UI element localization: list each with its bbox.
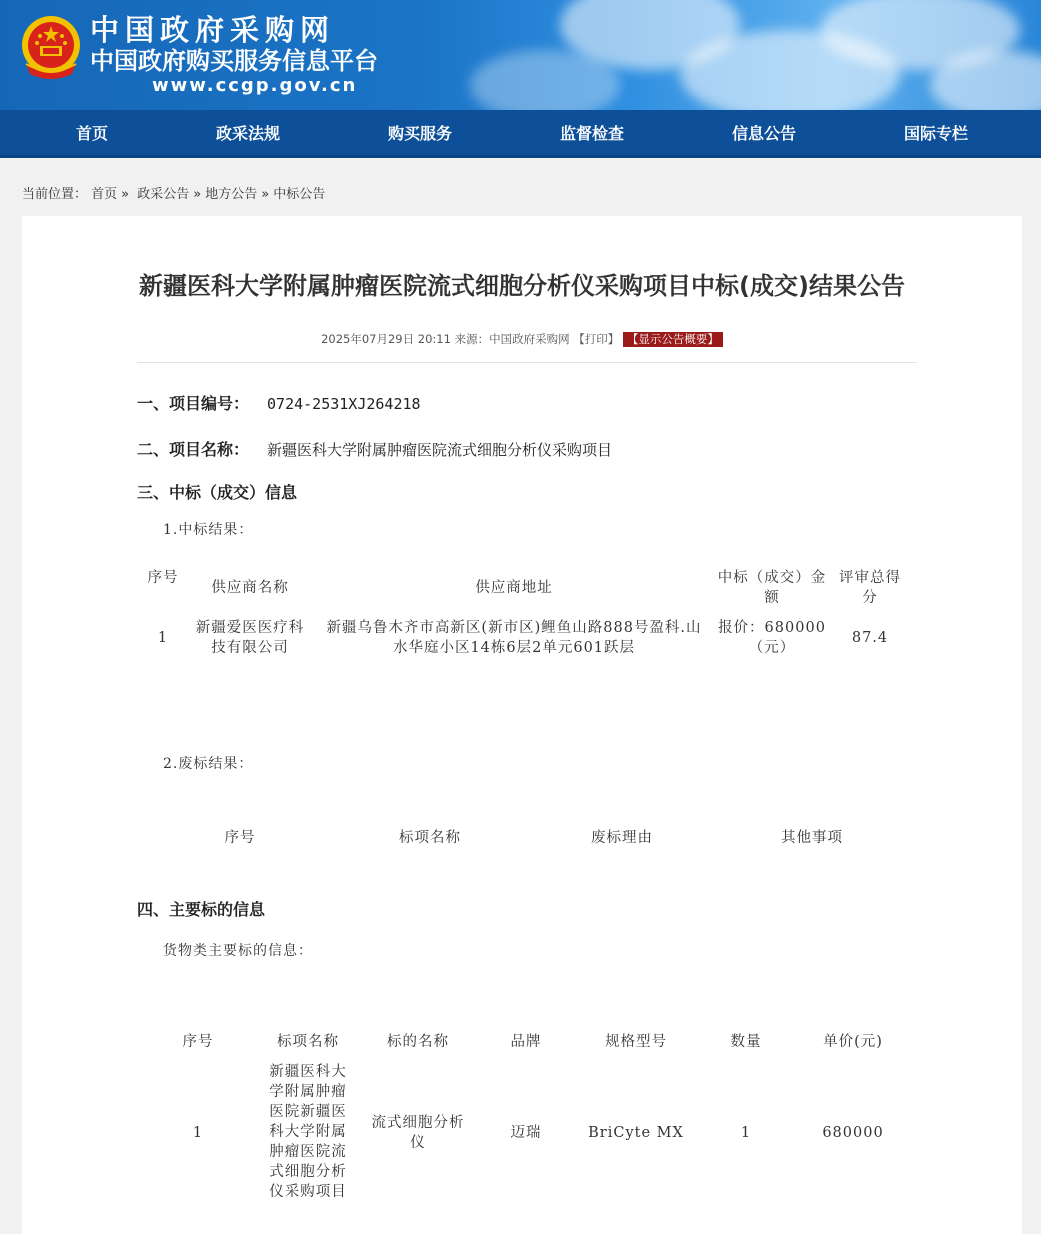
table-header: 数量 bbox=[730, 1034, 762, 1050]
goods-info-label: 货物类主要标的信息： bbox=[163, 943, 313, 959]
show-summary-button[interactable]: 【显示公告概要】 bbox=[623, 332, 723, 347]
table-header: 中标（成交）金额 bbox=[717, 570, 827, 606]
breadcrumb-home[interactable]: 首页 bbox=[91, 187, 118, 202]
table-cell-score: 87.4 bbox=[851, 630, 889, 646]
table-header: 标项名称 bbox=[399, 830, 461, 846]
nav-item-supervision[interactable]: 监督检查 bbox=[559, 124, 624, 143]
article-meta bbox=[22, 330, 1022, 348]
breadcrumb bbox=[22, 185, 325, 205]
section-label: 一、项目编号： bbox=[137, 394, 250, 413]
site-title: 中国政府采购网 bbox=[90, 13, 336, 47]
award-result-label: 1.中标结果： bbox=[163, 522, 254, 538]
breadcrumb-separator: » bbox=[261, 187, 270, 202]
breadcrumb-procurement-notices[interactable]: 政采公告 bbox=[137, 187, 190, 202]
site-subtitle: 中国政府购买服务信息平台 bbox=[90, 47, 378, 75]
table-header: 单价(元) bbox=[823, 1034, 883, 1050]
table-header: 序号 bbox=[147, 570, 179, 586]
divider bbox=[137, 362, 917, 363]
print-link[interactable]: 【打印】 bbox=[573, 332, 620, 346]
table-cell-price: 680000 bbox=[822, 1125, 884, 1141]
breadcrumb-separator: » bbox=[193, 187, 202, 202]
table-header: 废标理由 bbox=[591, 830, 653, 846]
nav-item-announcements[interactable]: 信息公告 bbox=[731, 124, 796, 143]
table-cell-no: 1 bbox=[192, 1125, 204, 1141]
table-cell-brand: 迈瑞 bbox=[510, 1125, 542, 1141]
table-cell-address: 新疆乌鲁木齐市高新区(新市区)鲤鱼山路888号盈科.山水华庭小区14栋6层2单元601跃层 bbox=[326, 620, 702, 656]
section-label: 二、项目名称： bbox=[137, 440, 250, 459]
breadcrumb-separator: » bbox=[121, 187, 130, 202]
project-number: 0724-2531XJ264218 bbox=[267, 395, 421, 413]
table-header: 标的名称 bbox=[387, 1034, 449, 1050]
table-header: 评审总得分 bbox=[839, 570, 901, 606]
table-header: 标项名称 bbox=[277, 1034, 339, 1050]
table-cell-no: 1 bbox=[157, 630, 169, 646]
table-header: 规格型号 bbox=[605, 1034, 667, 1050]
void-result-label: 2.废标结果： bbox=[163, 756, 254, 772]
project-name: 新疆医科大学附属肿瘤医院流式细胞分析仪采购项目 bbox=[267, 441, 613, 459]
source-name: 中国政府采购网 bbox=[489, 332, 570, 346]
section-award-info: 三、中标（成交）信息 bbox=[137, 483, 298, 502]
table-cell-subject: 流式细胞分析仪 bbox=[371, 1115, 465, 1151]
table-cell-qty: 1 bbox=[740, 1125, 752, 1141]
main-nav bbox=[0, 110, 1041, 158]
breadcrumb-label: 当前位置： bbox=[22, 187, 88, 202]
nav-item-regulations[interactable]: 政采法规 bbox=[215, 124, 280, 143]
nav-item-home[interactable]: 首页 bbox=[75, 124, 108, 143]
table-header: 序号 bbox=[224, 830, 256, 846]
site-banner bbox=[0, 0, 1041, 110]
table-header: 供应商地址 bbox=[475, 580, 553, 596]
source-label: 来源： bbox=[454, 332, 490, 346]
table-cell-supplier: 新疆爱医医疗科技有限公司 bbox=[195, 620, 305, 656]
national-emblem-icon[interactable] bbox=[20, 14, 82, 80]
breadcrumb-local-notices[interactable]: 地方公告 bbox=[205, 187, 258, 202]
site-url: www.ccgp.gov.cn bbox=[152, 75, 358, 96]
table-header: 品牌 bbox=[510, 1034, 542, 1050]
nav-item-international[interactable]: 国际专栏 bbox=[903, 124, 968, 143]
table-cell-item: 新疆医科大学附属肿瘤医院新疆医科大学附属肿瘤医院流式细胞分析仪采购项目 bbox=[269, 1064, 347, 1200]
table-cell-amount: 报价：680000（元） bbox=[718, 620, 826, 656]
section-main-subject: 四、主要标的信息 bbox=[137, 900, 266, 919]
section-project-name bbox=[137, 438, 612, 462]
table-cell-model: BriCyte MX bbox=[588, 1125, 684, 1141]
table-header: 序号 bbox=[182, 1034, 214, 1050]
table-header: 其他事项 bbox=[781, 830, 843, 846]
page-title: 新疆医科大学附属肿瘤医院流式细胞分析仪采购项目中标(成交)结果公告 bbox=[139, 272, 905, 300]
breadcrumb-award-notices[interactable]: 中标公告 bbox=[273, 187, 326, 202]
section-project-number bbox=[137, 392, 421, 416]
table-header: 供应商名称 bbox=[211, 580, 289, 596]
article-card bbox=[22, 216, 1022, 1234]
publish-datetime: 2025年07月29日 20:11 bbox=[321, 332, 451, 346]
nav-item-purchase-services[interactable]: 购买服务 bbox=[387, 124, 452, 143]
